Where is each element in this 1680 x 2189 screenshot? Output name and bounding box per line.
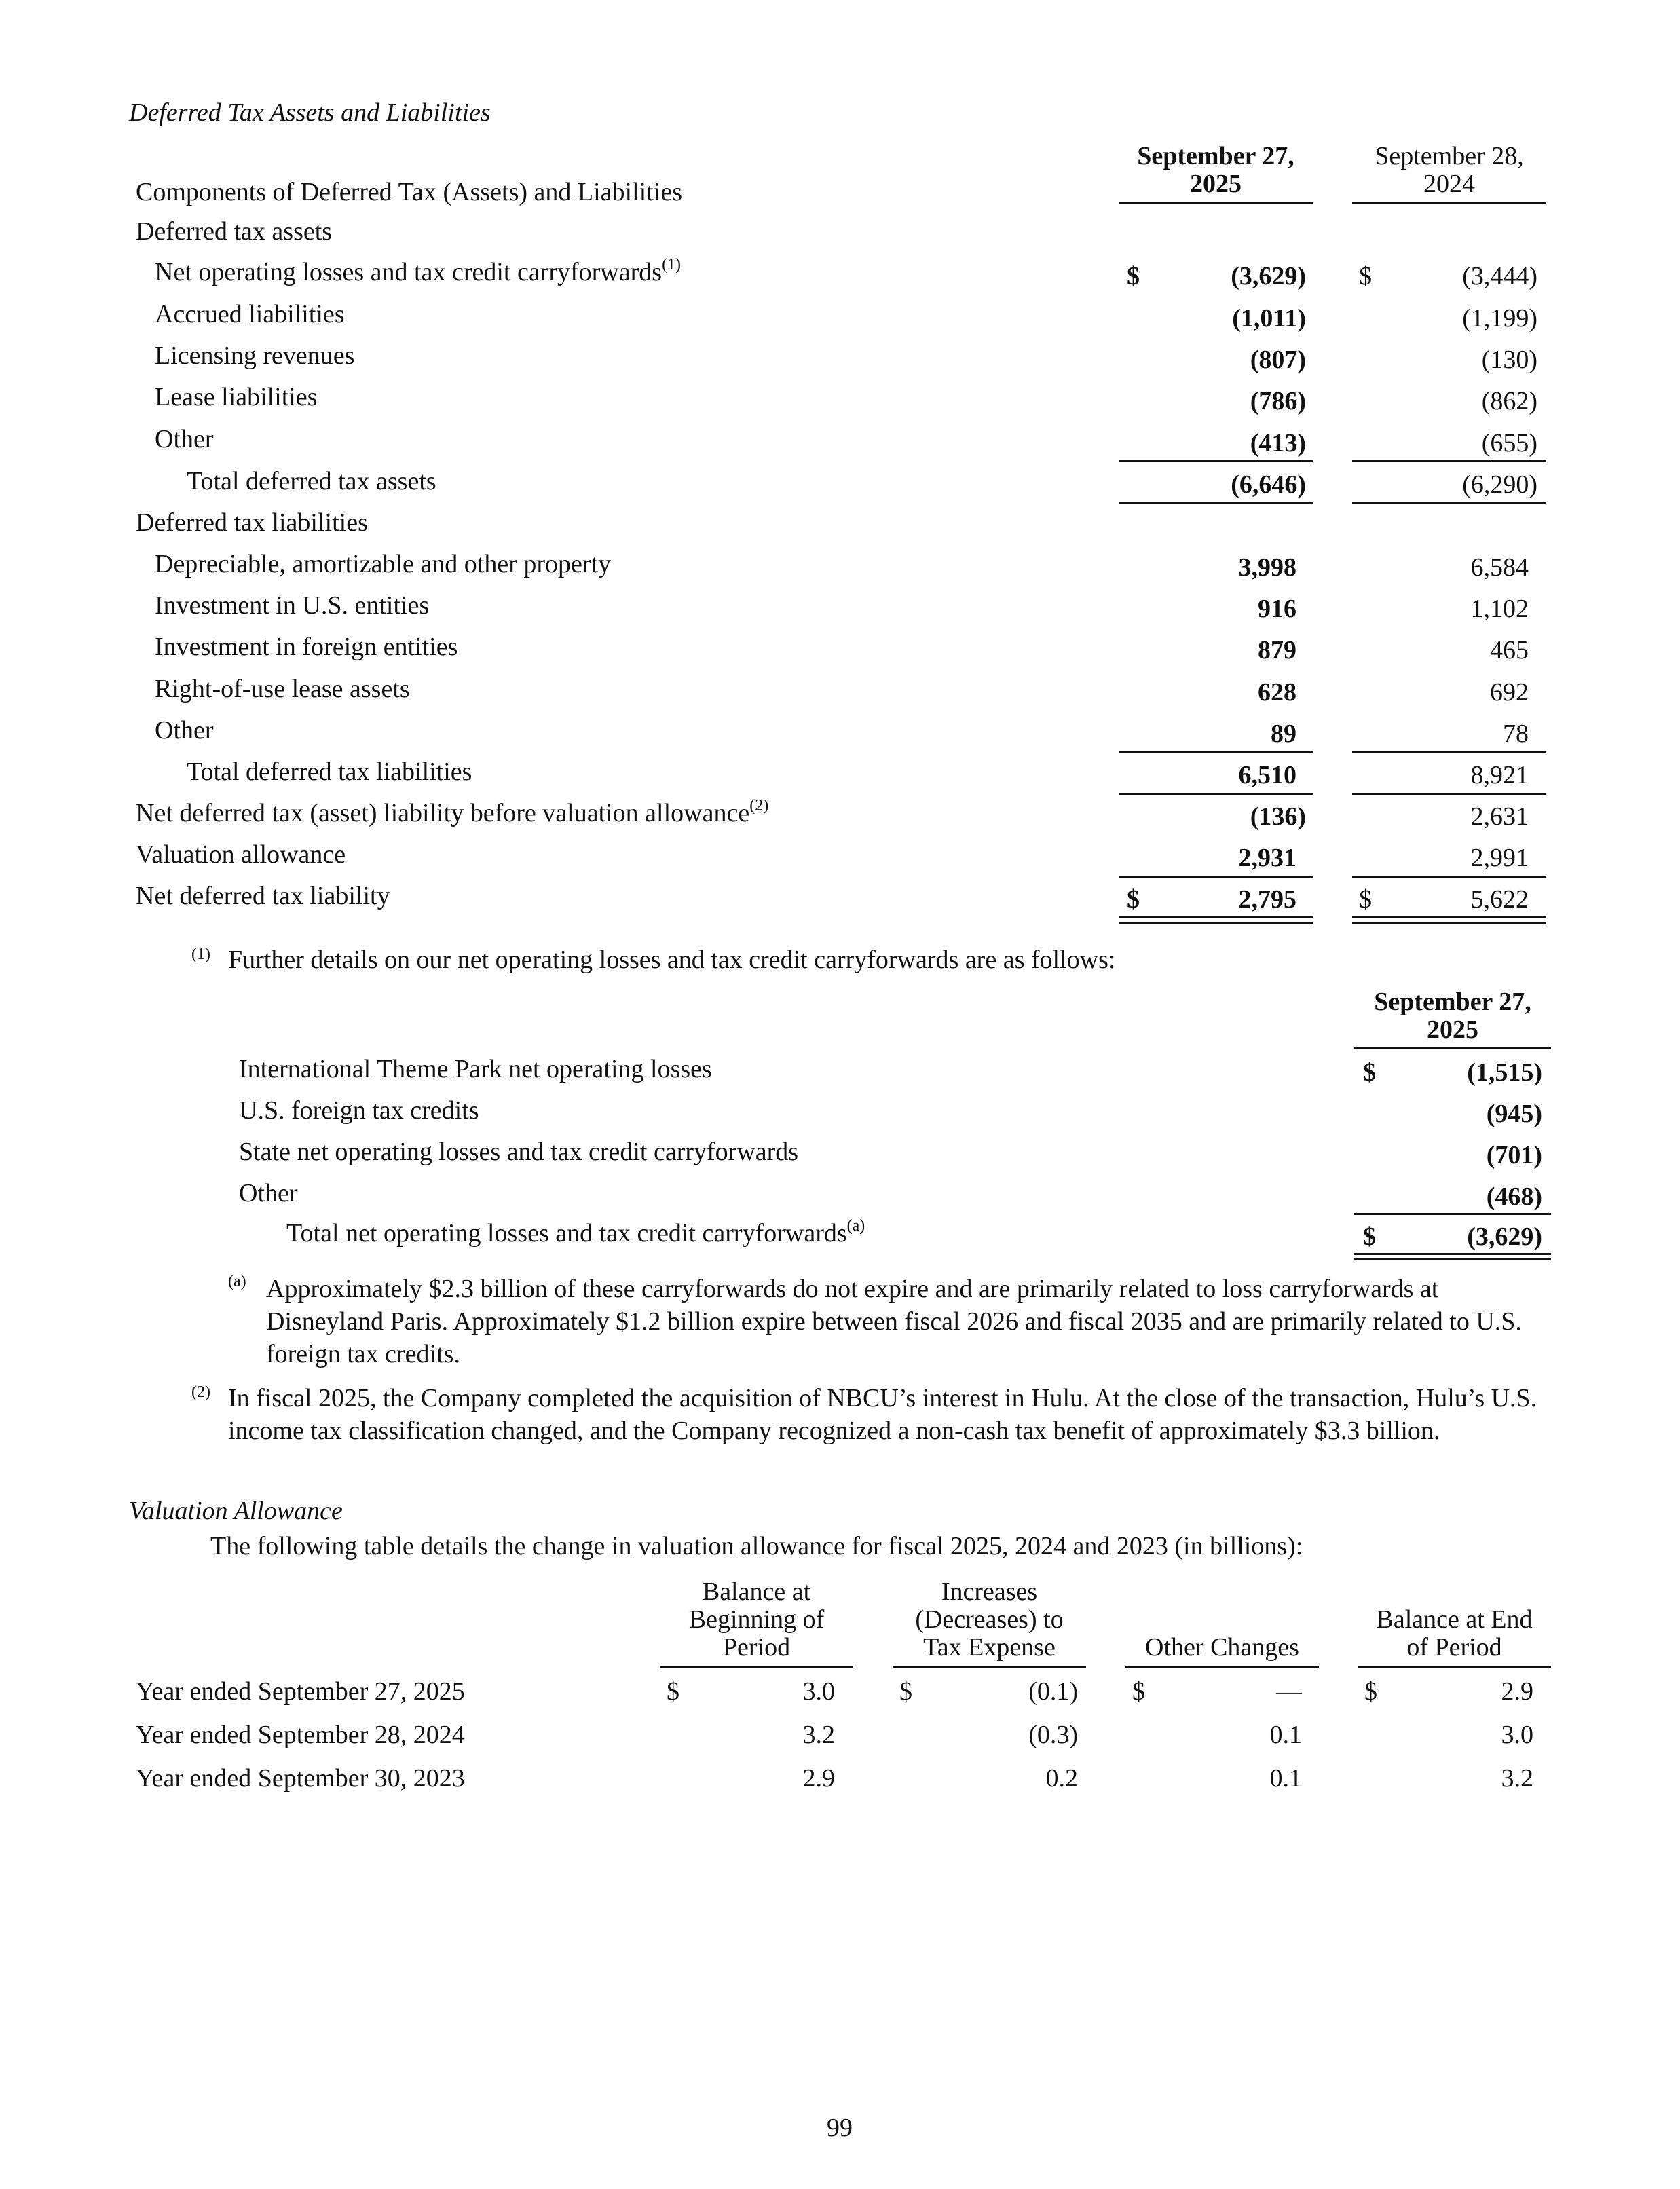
dt-value-2024: 8,921 (1470, 761, 1529, 789)
footnote-marker: (2) (191, 1383, 210, 1401)
va-value-increases: (0.1) (1028, 1677, 1078, 1706)
va-value-end: 3.0 (1501, 1721, 1533, 1749)
dt-subtotal-rule (1352, 876, 1546, 878)
dt-total-rule (1352, 793, 1546, 795)
va-value-beginning: 2.9 (802, 1764, 835, 1793)
dt-value-2025: (807) (1250, 345, 1306, 374)
dt-value-2025: (413) (1250, 429, 1306, 457)
currency-symbol: $ (1132, 1677, 1145, 1706)
dt-subtotal-rule (1352, 751, 1546, 753)
dt-value-2024: (3,444) (1462, 262, 1537, 291)
dt-col1-header (1119, 143, 1313, 198)
dt-value-2024: (1,199) (1462, 304, 1537, 333)
dt-row-label: Valuation allowance (136, 840, 346, 869)
dt-row-label: Net deferred tax (asset) liability before valuation allowance$^{(2)}$ (136, 797, 769, 827)
fn1-double-rule (1354, 1253, 1551, 1255)
dt-value-2024: 465 (1490, 636, 1529, 665)
valuation-intro: The following table details the change in valuation allowance for fiscal 2025, 2024 and 2023 (in billions): (210, 1532, 1303, 1560)
valuation-title: Valuation Allowance (129, 1497, 343, 1525)
footnote-marker: (a) (228, 1273, 246, 1290)
dt-row-label: Net deferred tax liability (136, 882, 390, 910)
va-value-other: 0.1 (1269, 1721, 1302, 1749)
dt-value-2024: 1,102 (1470, 595, 1529, 623)
currency-symbol: $ (1127, 262, 1140, 291)
dt-col2-header (1352, 143, 1546, 198)
fn1-value: (1,515) (1467, 1058, 1542, 1087)
footnote-a-text: Approximately $2.3 billion of these carryforwards do not expire and are primarily related to loss carryforwards at Disneyland Paris. Approximately $1.2 billion expire between fiscal 2026 and fiscal 2035 and are primarily related to U.S. foreign tax credits. (266, 1275, 1522, 1368)
dt-col2-header-line2: 2024 (1423, 170, 1475, 198)
currency-symbol: $ (1359, 885, 1372, 914)
dt-subtotal-rule (1119, 460, 1313, 462)
dt-double-rule (1119, 922, 1313, 924)
fn1-col-header-line2: 2025 (1427, 1015, 1478, 1044)
fn1-row-label: Other (239, 1179, 298, 1208)
dt-row-label: Licensing revenues (155, 341, 355, 370)
fn1-col-header-line1: September 27, (1374, 988, 1531, 1016)
dt-value-2025: (1,011) (1232, 304, 1306, 333)
dt-column-label: Components of Deferred Tax (Assets) and Liabilities (136, 178, 682, 206)
dt-value-2025: 2,795 (1238, 885, 1296, 914)
dt-value-2025: 3,998 (1238, 553, 1296, 582)
dt-value-2024: 692 (1490, 678, 1529, 707)
dt-row-label: Depreciable, amortizable and other property (155, 550, 612, 578)
va-row-label: Year ended September 30, 2023 (136, 1764, 465, 1793)
va-header-rule (1358, 1666, 1551, 1668)
va-value-beginning: 3.2 (802, 1721, 835, 1749)
va-header-line: (Decreases) to (915, 1605, 1064, 1634)
footnote-marker: (1) (191, 946, 210, 963)
dt-col1-header-line1: September 27, (1137, 142, 1294, 170)
fn1-row-label: Total net operating losses and tax credit carryforwards$^{(a)}$ (286, 1217, 865, 1248)
dt-row-label: Accrued liabilities (155, 300, 345, 329)
dt-subtotal-rule (1119, 751, 1313, 753)
dt-row-label: Investment in foreign entities (155, 633, 458, 661)
dt-value-2025: 6,510 (1238, 761, 1296, 789)
dt-double-rule (1352, 922, 1546, 924)
dt-col1-header-line2: 2025 (1190, 170, 1242, 198)
currency-symbol: $ (1359, 262, 1372, 291)
dt-assets-heading: Deferred tax assets (136, 217, 333, 246)
footnote-ref: (2) (749, 797, 769, 815)
dt-value-2024: 5,622 (1470, 885, 1529, 914)
fn1-value: (701) (1486, 1141, 1542, 1170)
dt-subtotal-rule (1352, 460, 1546, 462)
fn1-row-label: International Theme Park net operating losses (239, 1055, 712, 1083)
va-row-label: Year ended September 28, 2024 (136, 1721, 465, 1749)
dt-subtotal-rule (1119, 876, 1313, 878)
dt-double-rule (1119, 916, 1313, 918)
dt-value-2025: 2,931 (1238, 844, 1296, 872)
va-value-other: 0.1 (1269, 1764, 1302, 1793)
dt-double-rule (1352, 916, 1546, 918)
va-header-line: Other Changes (1145, 1633, 1299, 1662)
currency-symbol: $ (1364, 1677, 1377, 1706)
va-value-increases: (0.3) (1028, 1721, 1078, 1749)
currency-symbol: $ (1363, 1058, 1376, 1087)
dt-row-label: Other (155, 425, 214, 453)
va-header-increases (893, 1578, 1086, 1662)
va-value-end: 2.9 (1501, 1677, 1533, 1706)
dt-value-2024: 2,991 (1470, 844, 1529, 872)
dt-row-label: Total deferred tax assets (187, 467, 436, 495)
fn1-row-label: U.S. foreign tax credits (239, 1096, 479, 1125)
dt-value-2025: 879 (1258, 636, 1296, 665)
dt-value-2025: (3,629) (1231, 262, 1306, 291)
footnote-1-text: Further details on our net operating losses and tax credit carryforwards are as follows: (228, 946, 1116, 974)
va-header-line: Balance at End (1376, 1605, 1533, 1634)
dt-row-label: Investment in U.S. entities (155, 591, 430, 620)
va-row-label: Year ended September 27, 2025 (136, 1677, 465, 1706)
footnote-ref: (1) (662, 256, 682, 274)
va-header-line: of Period (1406, 1633, 1502, 1662)
va-header-line: Increases (941, 1577, 1038, 1606)
dt-total-rule (1352, 502, 1546, 504)
va-value-beginning: 3.0 (802, 1677, 835, 1706)
dt-value-2024: (130) (1481, 345, 1537, 374)
section-title: Deferred Tax Assets and Liabilities (129, 98, 491, 127)
dt-value-2024: (862) (1481, 387, 1537, 415)
page-number: 99 (827, 2114, 853, 2142)
dt-value-2025: 628 (1258, 678, 1296, 707)
currency-symbol: $ (667, 1677, 679, 1706)
dt-value-2025: (786) (1250, 387, 1306, 415)
footnote-2-text: In fiscal 2025, the Company completed the acquisition of NBCU’s interest in Hulu. At the close of the transaction, Hulu’s U.S. income tax classification changed, and the Company recognized a non-cash tax benefit of approximately $3.3 billion. (228, 1384, 1537, 1445)
va-header-rule (1125, 1666, 1319, 1668)
va-header-rule (893, 1666, 1086, 1668)
dt-row-label: Total deferred tax liabilities (187, 757, 472, 786)
va-header-other (1125, 1634, 1319, 1662)
va-header-line: Balance at (702, 1577, 811, 1606)
dt-col1-header-rule (1119, 202, 1313, 204)
footnote-ref: (a) (846, 1217, 865, 1235)
currency-symbol: $ (899, 1677, 912, 1706)
fn1-col-header (1354, 988, 1551, 1044)
va-value-other: — (1276, 1677, 1302, 1706)
dt-value-2025: 916 (1258, 595, 1296, 623)
fn1-value: (945) (1486, 1100, 1542, 1128)
dt-row-label: Lease liabilities (155, 383, 318, 411)
dt-row-label: Net operating losses and tax credit carryforwards$^{(1)}$ (155, 256, 682, 286)
va-value-increases: 0.2 (1045, 1764, 1078, 1793)
dt-total-rule (1119, 502, 1313, 504)
currency-symbol: $ (1127, 885, 1140, 914)
dt-value-2025: (6,646) (1231, 470, 1306, 499)
currency-symbol: $ (1363, 1222, 1376, 1251)
dt-row-label: Other (155, 716, 214, 745)
va-header-line: Tax Expense (923, 1633, 1056, 1662)
dt-value-2024: 78 (1503, 719, 1529, 748)
va-header-line: Period (722, 1633, 791, 1662)
fn1-value: (3,629) (1467, 1222, 1542, 1251)
fn1-value: (468) (1486, 1182, 1542, 1211)
dt-col2-header-rule (1352, 202, 1546, 204)
dt-value-2024: 6,584 (1470, 553, 1529, 582)
fn1-double-rule (1354, 1258, 1551, 1260)
va-value-end: 3.2 (1501, 1764, 1533, 1793)
dt-row-label: Right-of-use lease assets (155, 675, 410, 703)
dt-liab-heading: Deferred tax liabilities (136, 508, 368, 537)
fn1-subtotal-rule (1354, 1213, 1551, 1215)
dt-total-rule (1119, 793, 1313, 795)
dt-value-2024: 2,631 (1470, 802, 1529, 831)
va-header-line: Beginning of (688, 1605, 825, 1634)
va-header-beginning (660, 1578, 853, 1662)
fn1-header-rule (1354, 1047, 1551, 1049)
fn1-row-label: State net operating losses and tax credit carryforwards (239, 1138, 799, 1166)
va-header-end (1358, 1606, 1551, 1662)
dt-value-2024: (6,290) (1462, 470, 1537, 499)
va-header-rule (660, 1666, 853, 1668)
dt-value-2025: 89 (1271, 719, 1296, 748)
dt-col2-header-line1: September 28, (1375, 142, 1524, 170)
dt-value-2025: (136) (1250, 802, 1306, 831)
dt-value-2024: (655) (1481, 429, 1537, 457)
